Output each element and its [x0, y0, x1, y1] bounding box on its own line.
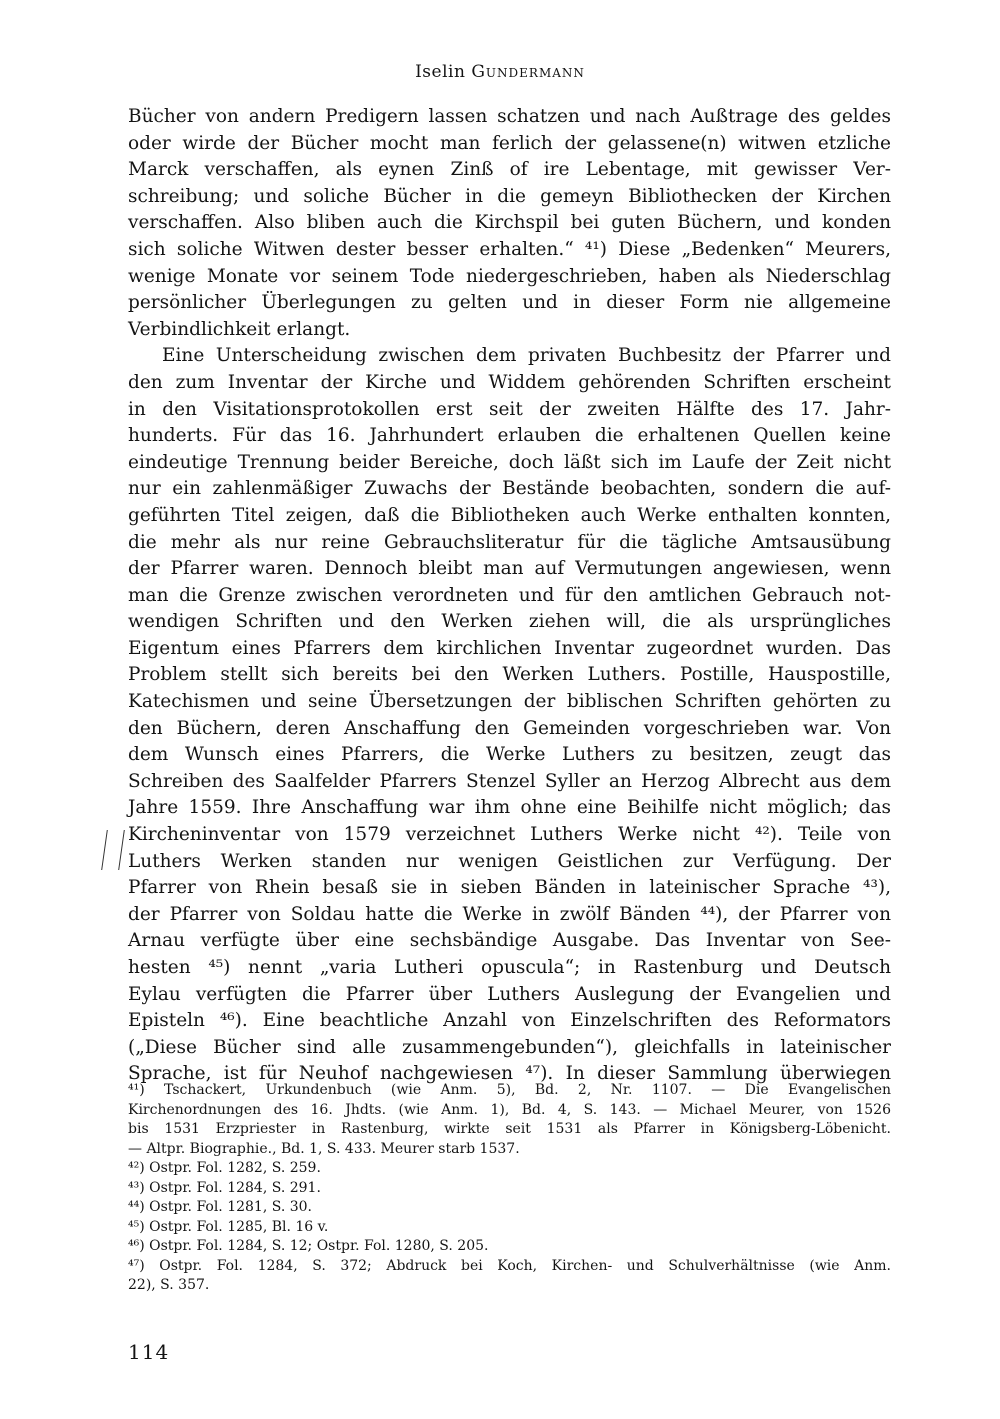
text-line: persönlicher Überlegungen zu gelten und in dieser Form nie allgemeine [128, 292, 891, 314]
text-line: Jahre 1559. Ihre Anschaffung war ihm ohne eine Beihilfe nicht möglich; das [128, 797, 891, 819]
text-line: Problem stellt sich bereits bei den Werken Luthers. Postille, Hauspostille, [128, 664, 891, 686]
text-line: sich soliche Witwen dester besser erhalten.“ ⁴¹) Diese „Bedenken“ Meurers, [128, 238, 891, 260]
text-line: Schreiben des Saalfelder Pfarrers Stenzel Syller an Herzog Albrecht aus dem [128, 770, 891, 792]
text-line: schreibung; und soliche Bücher in die gemeyn Bibliothecken der Kirchen [128, 185, 891, 207]
text-line: der Pfarrer von Soldau hatte die Werke in zwölf Bänden ⁴⁴), der Pfarrer von [128, 903, 891, 925]
text-line: hesten ⁴⁵) nennt „varia Lutheri opuscula“; in Rastenburg und Deutsch [128, 957, 891, 978]
footnote-line: Kirchenordnungen des 16. Jhdts. (wie Anm. 1), Bd. 4, S. 143. — Michael Meurer, von 1526 [128, 1101, 891, 1118]
footnotes [128, 1081, 891, 1296]
text-line: in den Visitationsprotokollen erst seit der zweiten Hälfte des 17. Jahr- [128, 398, 891, 420]
text-line: Kircheninventar von 1579 verzeichnet Luthers Werke nicht ⁴²). Teile von [128, 824, 891, 846]
text-line: die mehr als nur reine Gebrauchsliteratur für die tägliche Amtsausübung [128, 531, 891, 553]
text-line: Marck verschaffen, als eynen Zinß of ire Lebentage, mit gewisser Ver- [128, 159, 891, 181]
text-line: eindeutige Trennung beider Bereiche, doch läßt sich im Laufe der Zeit nicht [128, 451, 891, 473]
footnote-line: 22), S. 357. [128, 1277, 210, 1293]
footnote-line: bis 1531 Erzpriester in Rastenburg, wirkte seit 1531 als Pfarrer in Königsberg-Löbenicht. [128, 1121, 891, 1137]
margin-mark [101, 830, 125, 870]
text-line: Sprache, ist für Neuhof nachgewiesen ⁴⁷). In dieser Sammlung überwiegen [128, 1063, 891, 1085]
text-line: Arnau verfügte über eine sechsbändige Ausgabe. Das Inventar von See- [128, 930, 891, 952]
text-line: Eylau verfügten die Pfarrer über Luthers Auslegung der Evangelien und [128, 983, 891, 1005]
text-line: Verbindlichkeit erlangt. [128, 318, 351, 340]
text-line: Pfarrer von Rhein besaß sie in sieben Bänden in lateinischer Sprache ⁴³), [128, 877, 891, 899]
footnote-line: — Altpr. Biographie., Bd. 1, S. 433. Meurer starb 1537. [128, 1140, 520, 1157]
text-line: den zum Inventar der Kirche und Widdem gehörenden Schriften erscheint [128, 371, 891, 393]
footnote-line: ⁴⁵) Ostpr. Fol. 1285, Bl. 16 v. [128, 1218, 329, 1235]
body-text [128, 104, 891, 1088]
text-line: hunderts. Für das 16. Jahrhundert erlauben die erhaltenen Quellen keine [128, 425, 891, 447]
page-number: 114 [128, 1340, 170, 1364]
text-line: der Pfarrer waren. Dennoch bleibt man auf Vermutungen angewiesen, wenn [128, 558, 891, 580]
text-line: wendigen Schriften und den Werken ziehen will, die als ursprüngliches [128, 611, 891, 633]
text-line: Episteln ⁴⁶). Eine beachtliche Anzahl von Einzelschriften des Reformators [128, 1010, 891, 1032]
author-last-name: Gundermann [471, 62, 585, 82]
text-line: („Diese Bücher sind alle zusammengebunden“), gleichfalls in lateinischer [128, 1036, 891, 1058]
footnote-line: ⁴²) Ostpr. Fol. 1282, S. 259. [128, 1160, 321, 1176]
text-line: oder wirde der Bücher mocht man ferlich der gelassene(n) witwen etzliche [128, 132, 891, 154]
text-line: nur ein zahlenmäßiger Zuwachs der Bestände beobachten, sondern die auf- [128, 478, 891, 500]
author-first-name: Iselin [415, 62, 466, 82]
footnote-line: ⁴¹) Tschackert, Urkundenbuch (wie Anm. 5), Bd. 2, Nr. 1107. — Die Evangelischen [128, 1082, 891, 1098]
text-line: Bücher von andern Predigern lassen schatzen und nach Außtrage des geldes [128, 106, 891, 127]
text-line: Eigentum eines Pfarrers dem kirchlichen Inventar zugeordnet wurden. Das [128, 637, 891, 659]
footnote-line: ⁴⁷) Ostpr. Fol. 1284, S. 372; Abdruck bei Koch, Kirchen- und Schulverhältnisse (wie Anm. [128, 1257, 891, 1274]
text-line: geführten Titel zeigen, daß die Bibliotheken auch Werke enthalten konnten, [128, 504, 891, 526]
footnote-line: ⁴⁶) Ostpr. Fol. 1284, S. 12; Ostpr. Fol. 1280, S. 205. [128, 1238, 489, 1254]
text-line: Luthers Werken standen nur wenigen Geistlichen zur Verfügung. Der [128, 850, 891, 872]
text-line: den Büchern, deren Anschaffung den Gemeinden vorgeschrieben war. Von [128, 717, 891, 739]
footnote-line: ⁴³) Ostpr. Fol. 1284, S. 291. [128, 1179, 321, 1196]
text-line: wenige Monate vor seinem Tode niedergeschrieben, haben als Niederschlag [128, 265, 891, 287]
text-line: Eine Unterscheidung zwischen dem privaten Buchbesitz der Pfarrer und [162, 345, 891, 367]
text-line: Katechismen und seine Übersetzungen der biblischen Schriften gehörten zu [128, 691, 891, 713]
running-header [0, 62, 1000, 82]
text-line: man die Grenze zwischen verordneten und für den amtlichen Gebrauch not- [128, 584, 891, 606]
footnote-line: ⁴⁴) Ostpr. Fol. 1281, S. 30. [128, 1199, 312, 1215]
text-line: verschaffen. Also bliben auch die Kirchspil bei guten Büchern, und konden [128, 212, 891, 234]
text-line: dem Wunsch eines Pfarrers, die Werke Luthers zu besitzen, zeugt das [128, 744, 891, 766]
